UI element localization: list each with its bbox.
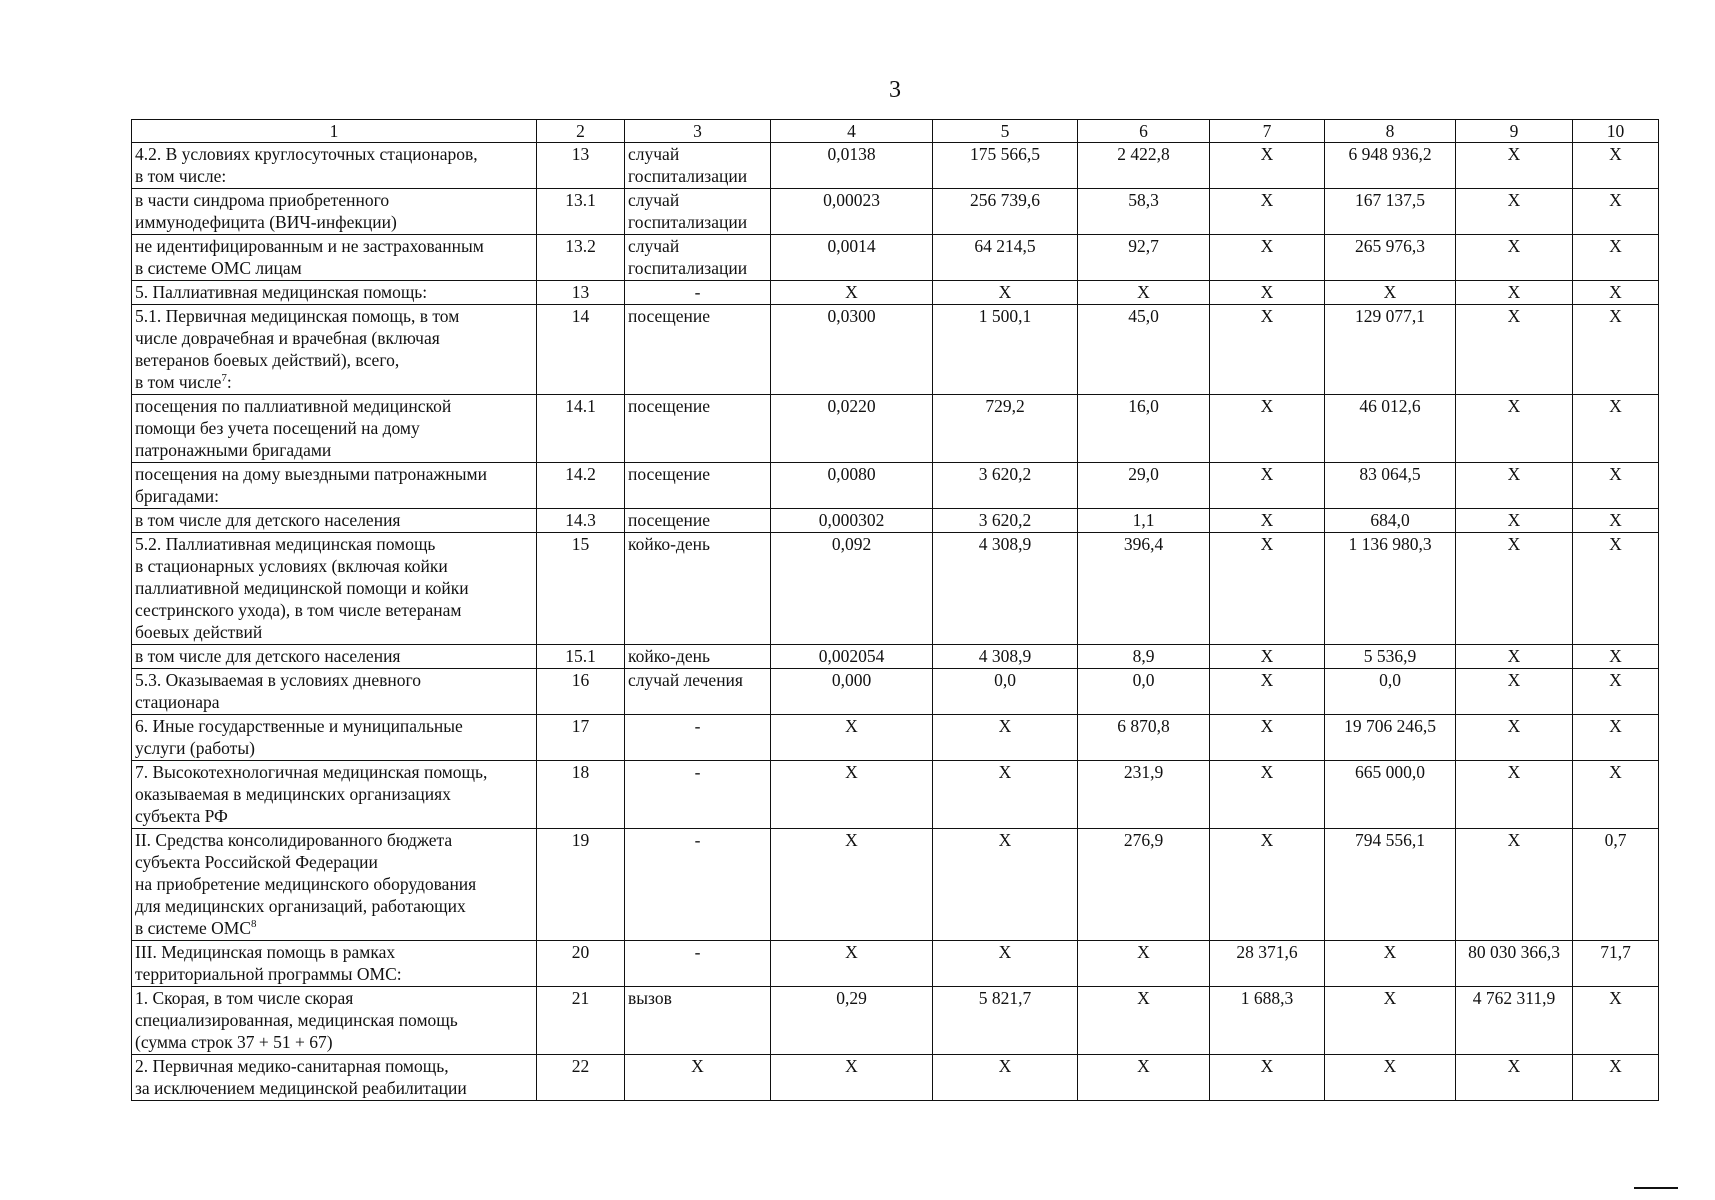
- value-cell-col-7: X: [1210, 645, 1325, 669]
- row-label-line: паллиативной медицинской помощи и койки: [135, 578, 469, 598]
- value-cell-col-9: X: [1456, 395, 1573, 463]
- row-label: [132, 941, 537, 987]
- row-number: 20: [537, 941, 625, 987]
- value-cell-col-9: X: [1456, 761, 1573, 829]
- footnote-marker: 7: [221, 372, 227, 385]
- table-header-row: [132, 120, 1659, 143]
- row-label-line: иммунодефицита (ВИЧ-инфекции): [135, 212, 397, 232]
- value-cell-col-5: X: [933, 829, 1078, 941]
- row-unit-line: койко-день: [628, 646, 710, 666]
- table-row: [132, 463, 1659, 509]
- value-cell-col-6: 276,9: [1078, 829, 1210, 941]
- row-label-line: 5.2. Паллиативная медицинская помощь: [135, 534, 436, 554]
- row-label-line: 5.3. Оказываемая в условиях дневного: [135, 670, 421, 690]
- column-header-8: 8: [1325, 120, 1456, 143]
- row-label: [132, 645, 537, 669]
- value-cell-col-7: X: [1210, 761, 1325, 829]
- row-unit: [625, 669, 771, 715]
- row-label-line: числе доврачебная и врачебная (включая: [135, 328, 440, 348]
- row-label-line: 5. Паллиативная медицинская помощь:: [135, 282, 428, 302]
- value-cell-col-6: 231,9: [1078, 761, 1210, 829]
- row-label-line: помощи без учета посещений на дому: [135, 418, 420, 438]
- row-unit-line: госпитализации: [628, 166, 748, 186]
- value-cell-col-4: 0,0300: [771, 305, 933, 395]
- value-cell-col-7: X: [1210, 715, 1325, 761]
- value-cell-col-6: X: [1078, 1055, 1210, 1101]
- value-cell-col-4: X: [771, 829, 933, 941]
- value-cell-col-10: X: [1573, 509, 1659, 533]
- value-cell-col-7: X: [1210, 829, 1325, 941]
- page-number: 3: [889, 77, 901, 103]
- value-cell-col-4: 0,000302: [771, 509, 933, 533]
- value-cell-col-4: 0,002054: [771, 645, 933, 669]
- value-cell-col-9: X: [1456, 463, 1573, 509]
- value-cell-col-5: X: [933, 761, 1078, 829]
- row-unit-line: койко-день: [628, 534, 710, 554]
- row-label-line: стационара: [135, 692, 220, 712]
- value-cell-col-4: 0,0014: [771, 235, 933, 281]
- value-cell-col-6: 0,0: [1078, 669, 1210, 715]
- row-unit-line: -: [694, 830, 701, 850]
- value-cell-col-5: 729,2: [933, 395, 1078, 463]
- value-cell-col-6: X: [1078, 281, 1210, 305]
- row-label-line: III. Медицинская помощь в рамках: [135, 942, 396, 962]
- row-label: [132, 463, 537, 509]
- value-cell-col-9: X: [1456, 305, 1573, 395]
- value-cell-col-8: 83 064,5: [1325, 463, 1456, 509]
- value-cell-col-7: X: [1210, 395, 1325, 463]
- value-cell-col-7: X: [1210, 143, 1325, 189]
- value-cell-col-8: X: [1325, 281, 1456, 305]
- table-row: [132, 1055, 1659, 1101]
- value-cell-col-5: 3 620,2: [933, 463, 1078, 509]
- value-cell-col-8: 684,0: [1325, 509, 1456, 533]
- row-unit-line: -: [694, 282, 701, 302]
- row-label: [132, 533, 537, 645]
- row-number: 14: [537, 305, 625, 395]
- value-cell-col-8: 794 556,1: [1325, 829, 1456, 941]
- table-row: [132, 761, 1659, 829]
- row-unit-line: госпитализации: [628, 212, 748, 232]
- column-header-2: 2: [537, 120, 625, 143]
- row-unit: [625, 305, 771, 395]
- value-cell-col-8: 265 976,3: [1325, 235, 1456, 281]
- row-number: 21: [537, 987, 625, 1055]
- row-unit: [625, 987, 771, 1055]
- value-cell-col-10: X: [1573, 715, 1659, 761]
- row-label: [132, 189, 537, 235]
- row-label-line: для медицинских организаций, работающих: [135, 896, 466, 916]
- row-label: [132, 761, 537, 829]
- row-label-line: 6. Иные государственные и муниципальные: [135, 716, 463, 736]
- value-cell-col-4: X: [771, 1055, 933, 1101]
- data-table-container: [131, 119, 1658, 1101]
- row-label-line: II. Средства консолидированного бюджета: [135, 830, 453, 850]
- row-unit-line: посещение: [628, 306, 711, 326]
- row-unit: [625, 281, 771, 305]
- table-row: [132, 305, 1659, 395]
- row-number: 18: [537, 761, 625, 829]
- row-unit-line: вызов: [628, 988, 672, 1008]
- row-label-line: (сумма строк 37 + 51 + 67): [135, 1032, 333, 1052]
- row-label-line: оказываемая в медицинских организациях: [135, 784, 451, 804]
- row-number: 13: [537, 143, 625, 189]
- row-number: 16: [537, 669, 625, 715]
- row-unit-line: посещение: [628, 396, 711, 416]
- value-cell-col-9: X: [1456, 235, 1573, 281]
- row-number: 13.2: [537, 235, 625, 281]
- table-row: [132, 235, 1659, 281]
- value-cell-col-6: 16,0: [1078, 395, 1210, 463]
- value-cell-col-6: 29,0: [1078, 463, 1210, 509]
- column-header-7: 7: [1210, 120, 1325, 143]
- value-cell-col-7: X: [1210, 235, 1325, 281]
- row-unit-line: случай: [628, 190, 680, 210]
- row-unit-line: -: [694, 762, 701, 782]
- row-number: 14.1: [537, 395, 625, 463]
- row-label-line: в том числе:: [135, 166, 227, 186]
- value-cell-col-10: X: [1573, 281, 1659, 305]
- row-number: 22: [537, 1055, 625, 1101]
- row-number: 14.2: [537, 463, 625, 509]
- value-cell-col-10: 71,7: [1573, 941, 1659, 987]
- value-cell-col-9: X: [1456, 829, 1573, 941]
- row-unit: [625, 829, 771, 941]
- value-cell-col-7: X: [1210, 189, 1325, 235]
- value-cell-col-5: X: [933, 941, 1078, 987]
- row-label: [132, 987, 537, 1055]
- value-cell-col-5: 64 214,5: [933, 235, 1078, 281]
- row-number: 15: [537, 533, 625, 645]
- value-cell-col-10: X: [1573, 305, 1659, 395]
- row-unit: [625, 761, 771, 829]
- table-row: [132, 395, 1659, 463]
- value-cell-col-5: X: [933, 281, 1078, 305]
- row-unit: [625, 189, 771, 235]
- row-label-line: 2. Первичная медико-санитарная помощь,: [135, 1056, 449, 1076]
- value-cell-col-6: 2 422,8: [1078, 143, 1210, 189]
- value-cell-col-8: 167 137,5: [1325, 189, 1456, 235]
- table-row: [132, 715, 1659, 761]
- value-cell-col-7: X: [1210, 509, 1325, 533]
- row-unit: [625, 645, 771, 669]
- row-label-line: 1. Скорая, в том числе скорая: [135, 988, 354, 1008]
- row-number: 19: [537, 829, 625, 941]
- row-label-line: территориальной программы ОМС:: [135, 964, 402, 984]
- value-cell-col-9: 80 030 366,3: [1456, 941, 1573, 987]
- value-cell-col-4: 0,00023: [771, 189, 933, 235]
- value-cell-col-8: 0,0: [1325, 669, 1456, 715]
- row-label-line: 4.2. В условиях круглосуточных стационаров,: [135, 144, 478, 164]
- value-cell-col-8: X: [1325, 941, 1456, 987]
- row-unit: [625, 235, 771, 281]
- row-label-line: 5.1. Первичная медицинская помощь, в том: [135, 306, 460, 326]
- row-unit: [625, 395, 771, 463]
- row-unit: [625, 143, 771, 189]
- row-unit: [625, 715, 771, 761]
- value-cell-col-8: 1 136 980,3: [1325, 533, 1456, 645]
- row-unit-line: случай: [628, 236, 680, 256]
- value-cell-col-7: X: [1210, 1055, 1325, 1101]
- row-label: [132, 509, 537, 533]
- value-cell-col-7: 1 688,3: [1210, 987, 1325, 1055]
- row-unit-line: посещение: [628, 464, 711, 484]
- row-label-line: посещения по паллиативной медицинской: [135, 396, 452, 416]
- value-cell-col-10: X: [1573, 669, 1659, 715]
- value-cell-col-7: X: [1210, 281, 1325, 305]
- value-cell-col-7: X: [1210, 305, 1325, 395]
- value-cell-col-6: 6 870,8: [1078, 715, 1210, 761]
- footnote-marker: 8: [251, 918, 257, 931]
- value-cell-col-9: X: [1456, 1055, 1573, 1101]
- value-cell-col-9: X: [1456, 509, 1573, 533]
- table-row: [132, 941, 1659, 987]
- value-cell-col-5: 3 620,2: [933, 509, 1078, 533]
- row-unit-line: X: [691, 1056, 704, 1076]
- row-number: 13.1: [537, 189, 625, 235]
- value-cell-col-7: X: [1210, 463, 1325, 509]
- value-cell-col-6: X: [1078, 987, 1210, 1055]
- row-label-line: бригадами:: [135, 486, 219, 506]
- value-cell-col-5: 0,0: [933, 669, 1078, 715]
- value-cell-col-4: 0,29: [771, 987, 933, 1055]
- value-cell-col-8: 19 706 246,5: [1325, 715, 1456, 761]
- table-row: [132, 829, 1659, 941]
- table-row: [132, 669, 1659, 715]
- value-cell-col-4: 0,000: [771, 669, 933, 715]
- row-label-line: в части синдрома приобретенного: [135, 190, 390, 210]
- value-cell-col-10: X: [1573, 761, 1659, 829]
- row-label-line: ветеранов боевых действий), всего,: [135, 350, 400, 370]
- row-unit-line: госпитализации: [628, 258, 748, 278]
- column-header-6: 6: [1078, 120, 1210, 143]
- value-cell-col-6: X: [1078, 941, 1210, 987]
- row-unit: [625, 941, 771, 987]
- value-cell-col-10: X: [1573, 533, 1659, 645]
- row-label: [132, 669, 537, 715]
- row-unit-line: посещение: [628, 510, 711, 530]
- value-cell-col-6: 1,1: [1078, 509, 1210, 533]
- value-cell-col-5: 4 308,9: [933, 645, 1078, 669]
- row-label-line: услуги (работы): [135, 738, 255, 758]
- row-label: [132, 1055, 537, 1101]
- table-row: [132, 143, 1659, 189]
- value-cell-col-8: 129 077,1: [1325, 305, 1456, 395]
- row-unit: [625, 1055, 771, 1101]
- table-row: [132, 189, 1659, 235]
- value-cell-col-6: 92,7: [1078, 235, 1210, 281]
- value-cell-col-10: X: [1573, 987, 1659, 1055]
- value-cell-col-8: 6 948 936,2: [1325, 143, 1456, 189]
- row-label-line: субъекта Российской Федерации: [135, 852, 378, 872]
- row-label: [132, 143, 537, 189]
- row-label: [132, 305, 537, 395]
- value-cell-col-4: X: [771, 281, 933, 305]
- value-cell-col-7: 28 371,6: [1210, 941, 1325, 987]
- row-label: [132, 829, 537, 941]
- column-header-4: 4: [771, 120, 933, 143]
- value-cell-col-7: X: [1210, 533, 1325, 645]
- value-cell-col-4: 0,0080: [771, 463, 933, 509]
- row-label: [132, 235, 537, 281]
- row-label: [132, 281, 537, 305]
- value-cell-col-6: 396,4: [1078, 533, 1210, 645]
- value-cell-col-9: X: [1456, 143, 1573, 189]
- value-cell-col-9: 4 762 311,9: [1456, 987, 1573, 1055]
- row-label-line: в системе ОМС лицам: [135, 258, 302, 278]
- row-label-line: в системе ОМС: [135, 918, 252, 938]
- table-row: [132, 533, 1659, 645]
- value-cell-col-10: X: [1573, 395, 1659, 463]
- row-unit: [625, 463, 771, 509]
- table-row: [132, 645, 1659, 669]
- data-table: [131, 119, 1659, 1101]
- value-cell-col-6: 45,0: [1078, 305, 1210, 395]
- value-cell-col-4: 0,092: [771, 533, 933, 645]
- value-cell-col-8: 665 000,0: [1325, 761, 1456, 829]
- value-cell-col-5: 1 500,1: [933, 305, 1078, 395]
- footnote-trailing: :: [226, 372, 232, 392]
- row-unit-line: случай: [628, 144, 680, 164]
- row-label-line: специализированная, медицинская помощь: [135, 1010, 458, 1030]
- value-cell-col-8: X: [1325, 1055, 1456, 1101]
- value-cell-col-5: 175 566,5: [933, 143, 1078, 189]
- value-cell-col-9: X: [1456, 715, 1573, 761]
- row-unit-line: -: [694, 942, 701, 962]
- row-unit-line: -: [694, 716, 701, 736]
- row-label-line: в том числе: [135, 372, 222, 392]
- value-cell-col-10: X: [1573, 189, 1659, 235]
- value-cell-col-10: 0,7: [1573, 829, 1659, 941]
- value-cell-col-10: X: [1573, 463, 1659, 509]
- row-label: [132, 395, 537, 463]
- row-number: 14.3: [537, 509, 625, 533]
- value-cell-col-4: 0,0220: [771, 395, 933, 463]
- row-label-line: посещения на дому выездными патронажными: [135, 464, 487, 484]
- value-cell-col-10: X: [1573, 1055, 1659, 1101]
- row-label-line: в том числе для детского населения: [135, 510, 401, 530]
- value-cell-col-5: X: [933, 715, 1078, 761]
- value-cell-col-9: X: [1456, 645, 1573, 669]
- column-header-9: 9: [1456, 120, 1573, 143]
- value-cell-col-7: X: [1210, 669, 1325, 715]
- table-row: [132, 987, 1659, 1055]
- value-cell-col-4: X: [771, 941, 933, 987]
- value-cell-col-10: X: [1573, 235, 1659, 281]
- row-unit: [625, 533, 771, 645]
- row-label-line: субъекта РФ: [135, 806, 228, 826]
- row-number: 15.1: [537, 645, 625, 669]
- row-label-line: боевых действий: [135, 622, 263, 642]
- row-label-line: за исключением медицинской реабилитации: [135, 1078, 467, 1098]
- value-cell-col-8: 5 536,9: [1325, 645, 1456, 669]
- value-cell-col-4: X: [771, 715, 933, 761]
- value-cell-col-5: X: [933, 1055, 1078, 1101]
- row-label-line: 7. Высокотехнологичная медицинская помощь,: [135, 762, 488, 782]
- column-header-5: 5: [933, 120, 1078, 143]
- value-cell-col-9: X: [1456, 533, 1573, 645]
- row-label-line: патронажными бригадами: [135, 440, 332, 460]
- row-label-line: не идентифицированным и не застрахованным: [135, 236, 484, 256]
- value-cell-col-6: 58,3: [1078, 189, 1210, 235]
- value-cell-col-9: X: [1456, 281, 1573, 305]
- value-cell-col-9: X: [1456, 189, 1573, 235]
- column-header-1: 1: [132, 120, 537, 143]
- row-number: 17: [537, 715, 625, 761]
- value-cell-col-9: X: [1456, 669, 1573, 715]
- value-cell-col-10: X: [1573, 645, 1659, 669]
- table-row: [132, 509, 1659, 533]
- value-cell-col-8: 46 012,6: [1325, 395, 1456, 463]
- column-header-3: 3: [625, 120, 771, 143]
- table-row: [132, 281, 1659, 305]
- row-label-line: в том числе для детского населения: [135, 646, 401, 666]
- row-unit-line: случай лечения: [628, 670, 743, 690]
- value-cell-col-10: X: [1573, 143, 1659, 189]
- value-cell-col-5: 5 821,7: [933, 987, 1078, 1055]
- value-cell-col-5: 4 308,9: [933, 533, 1078, 645]
- value-cell-col-6: 8,9: [1078, 645, 1210, 669]
- row-label-line: сестринского ухода), в том числе ветеранам: [135, 600, 462, 620]
- value-cell-col-4: 0,0138: [771, 143, 933, 189]
- row-unit: [625, 509, 771, 533]
- row-label-line: в стационарных условиях (включая койки: [135, 556, 448, 576]
- footer-mark: [1634, 1187, 1678, 1189]
- column-header-10: 10: [1573, 120, 1659, 143]
- value-cell-col-4: X: [771, 761, 933, 829]
- row-label-line: на приобретение медицинского оборудования: [135, 874, 477, 894]
- value-cell-col-8: X: [1325, 987, 1456, 1055]
- value-cell-col-5: 256 739,6: [933, 189, 1078, 235]
- row-number: 13: [537, 281, 625, 305]
- row-label: [132, 715, 537, 761]
